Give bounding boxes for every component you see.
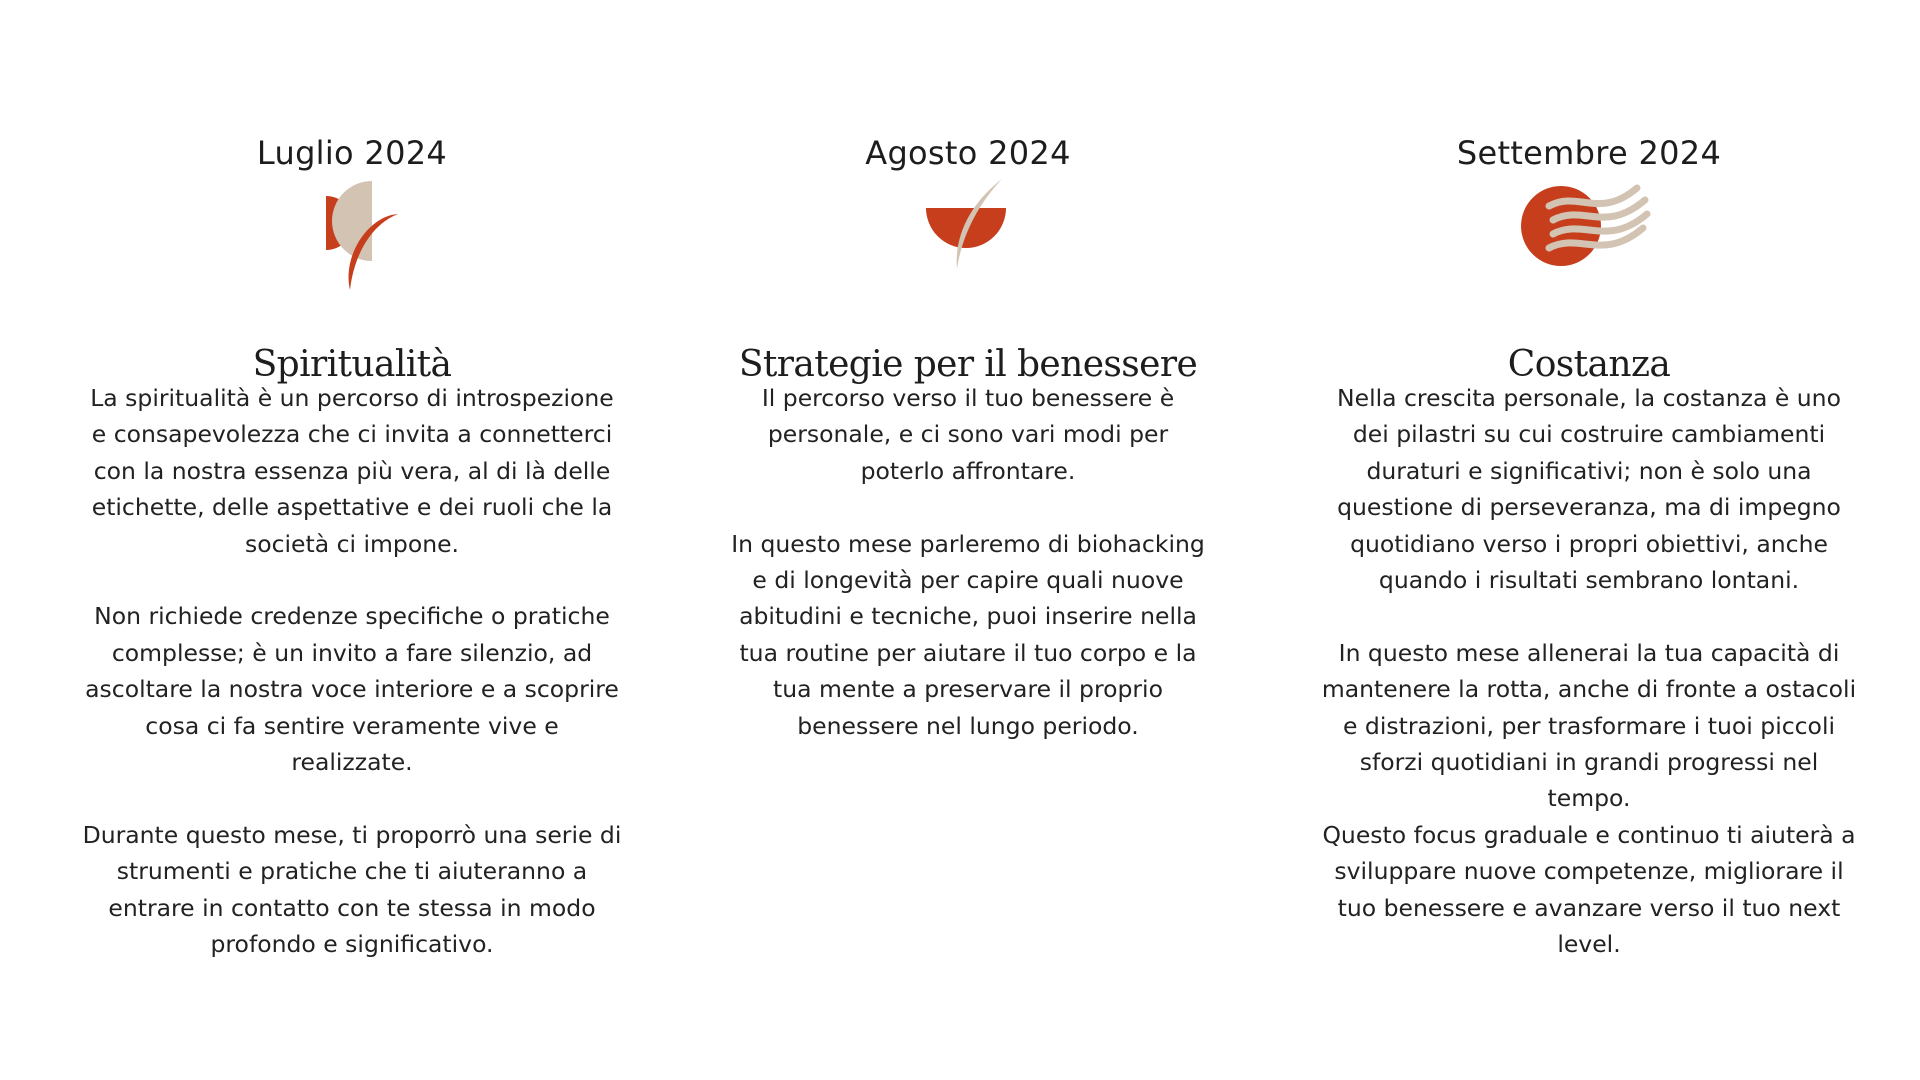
month-heading: Agosto 2024 <box>865 133 1071 172</box>
half-moon-swirl-icon <box>272 176 432 296</box>
paragraph: Non richiede credenze specifiche o pratiche complesse; è un invito a fare silenzio, ad ascoltare la nostra voce interiore e a scoprire cosa ci fa sentire veramente vive e realizzate. <box>85 602 619 777</box>
month-column-august <box>668 0 1268 1080</box>
description <box>728 380 1208 744</box>
paragraph: In questo mese parleremo di biohacking e di longevità per capire quali nuove abitudini e tecniche, puoi inserire nella tua routine per aiutare il tuo corpo e la tua mente a preservare il proprio benessere nel lungo periodo. <box>731 529 1205 740</box>
topic-title: Costanza <box>1507 344 1671 385</box>
paragraph: Durante questo mese, ti proporrò una serie di strumenti e pratiche che ti aiuteranno a entrare in contatto con te stessa in modo profondo e significativo. <box>82 820 622 959</box>
paragraph: In questo mese allenerai la tua capacità di mantenere la rotta, anche di fronte a ostacoli e distrazioni, per trasformare i tuoi piccoli sforzi quotidiani in grandi progressi nel tempo. <box>1321 638 1857 813</box>
month-column-september <box>1289 0 1889 1080</box>
bowl-leaf-icon <box>888 176 1048 296</box>
month-heading: Settembre 2024 <box>1456 133 1722 172</box>
topic-title: Strategie per il benessere <box>738 344 1198 385</box>
paragraph: Nella crescita personale, la costanza è uno dei pilastri su cui costruire cambiamenti duraturi e significativi; non è solo una questione di perseveranza, ma di impegno quotidiano verso i propri obiettivi, anche quando i risultati sembrano lontani. <box>1337 384 1841 595</box>
paragraph: La spiritualità è un percorso di introspezione e consapevolezza che ci invita a connetterci con la nostra essenza più vera, al di là delle etichette, delle aspettative e dei ruoli che la società ci impone. <box>90 384 614 558</box>
month-column-july <box>52 0 652 1080</box>
sun-waves-icon <box>1509 176 1669 296</box>
month-heading: Luglio 2024 <box>256 133 448 172</box>
description <box>1319 380 1859 962</box>
topic-title: Spiritualità <box>252 344 452 385</box>
paragraph: Il percorso verso il tuo benessere è personale, e ci sono vari modi per poterlo affrontare. <box>761 384 1175 485</box>
paragraph: Questo focus graduale e continuo ti aiuterà a sviluppare nuove competenze, migliorare il tuo benessere e avanzare verso il tuo next level. <box>1322 820 1856 959</box>
description <box>82 380 622 962</box>
